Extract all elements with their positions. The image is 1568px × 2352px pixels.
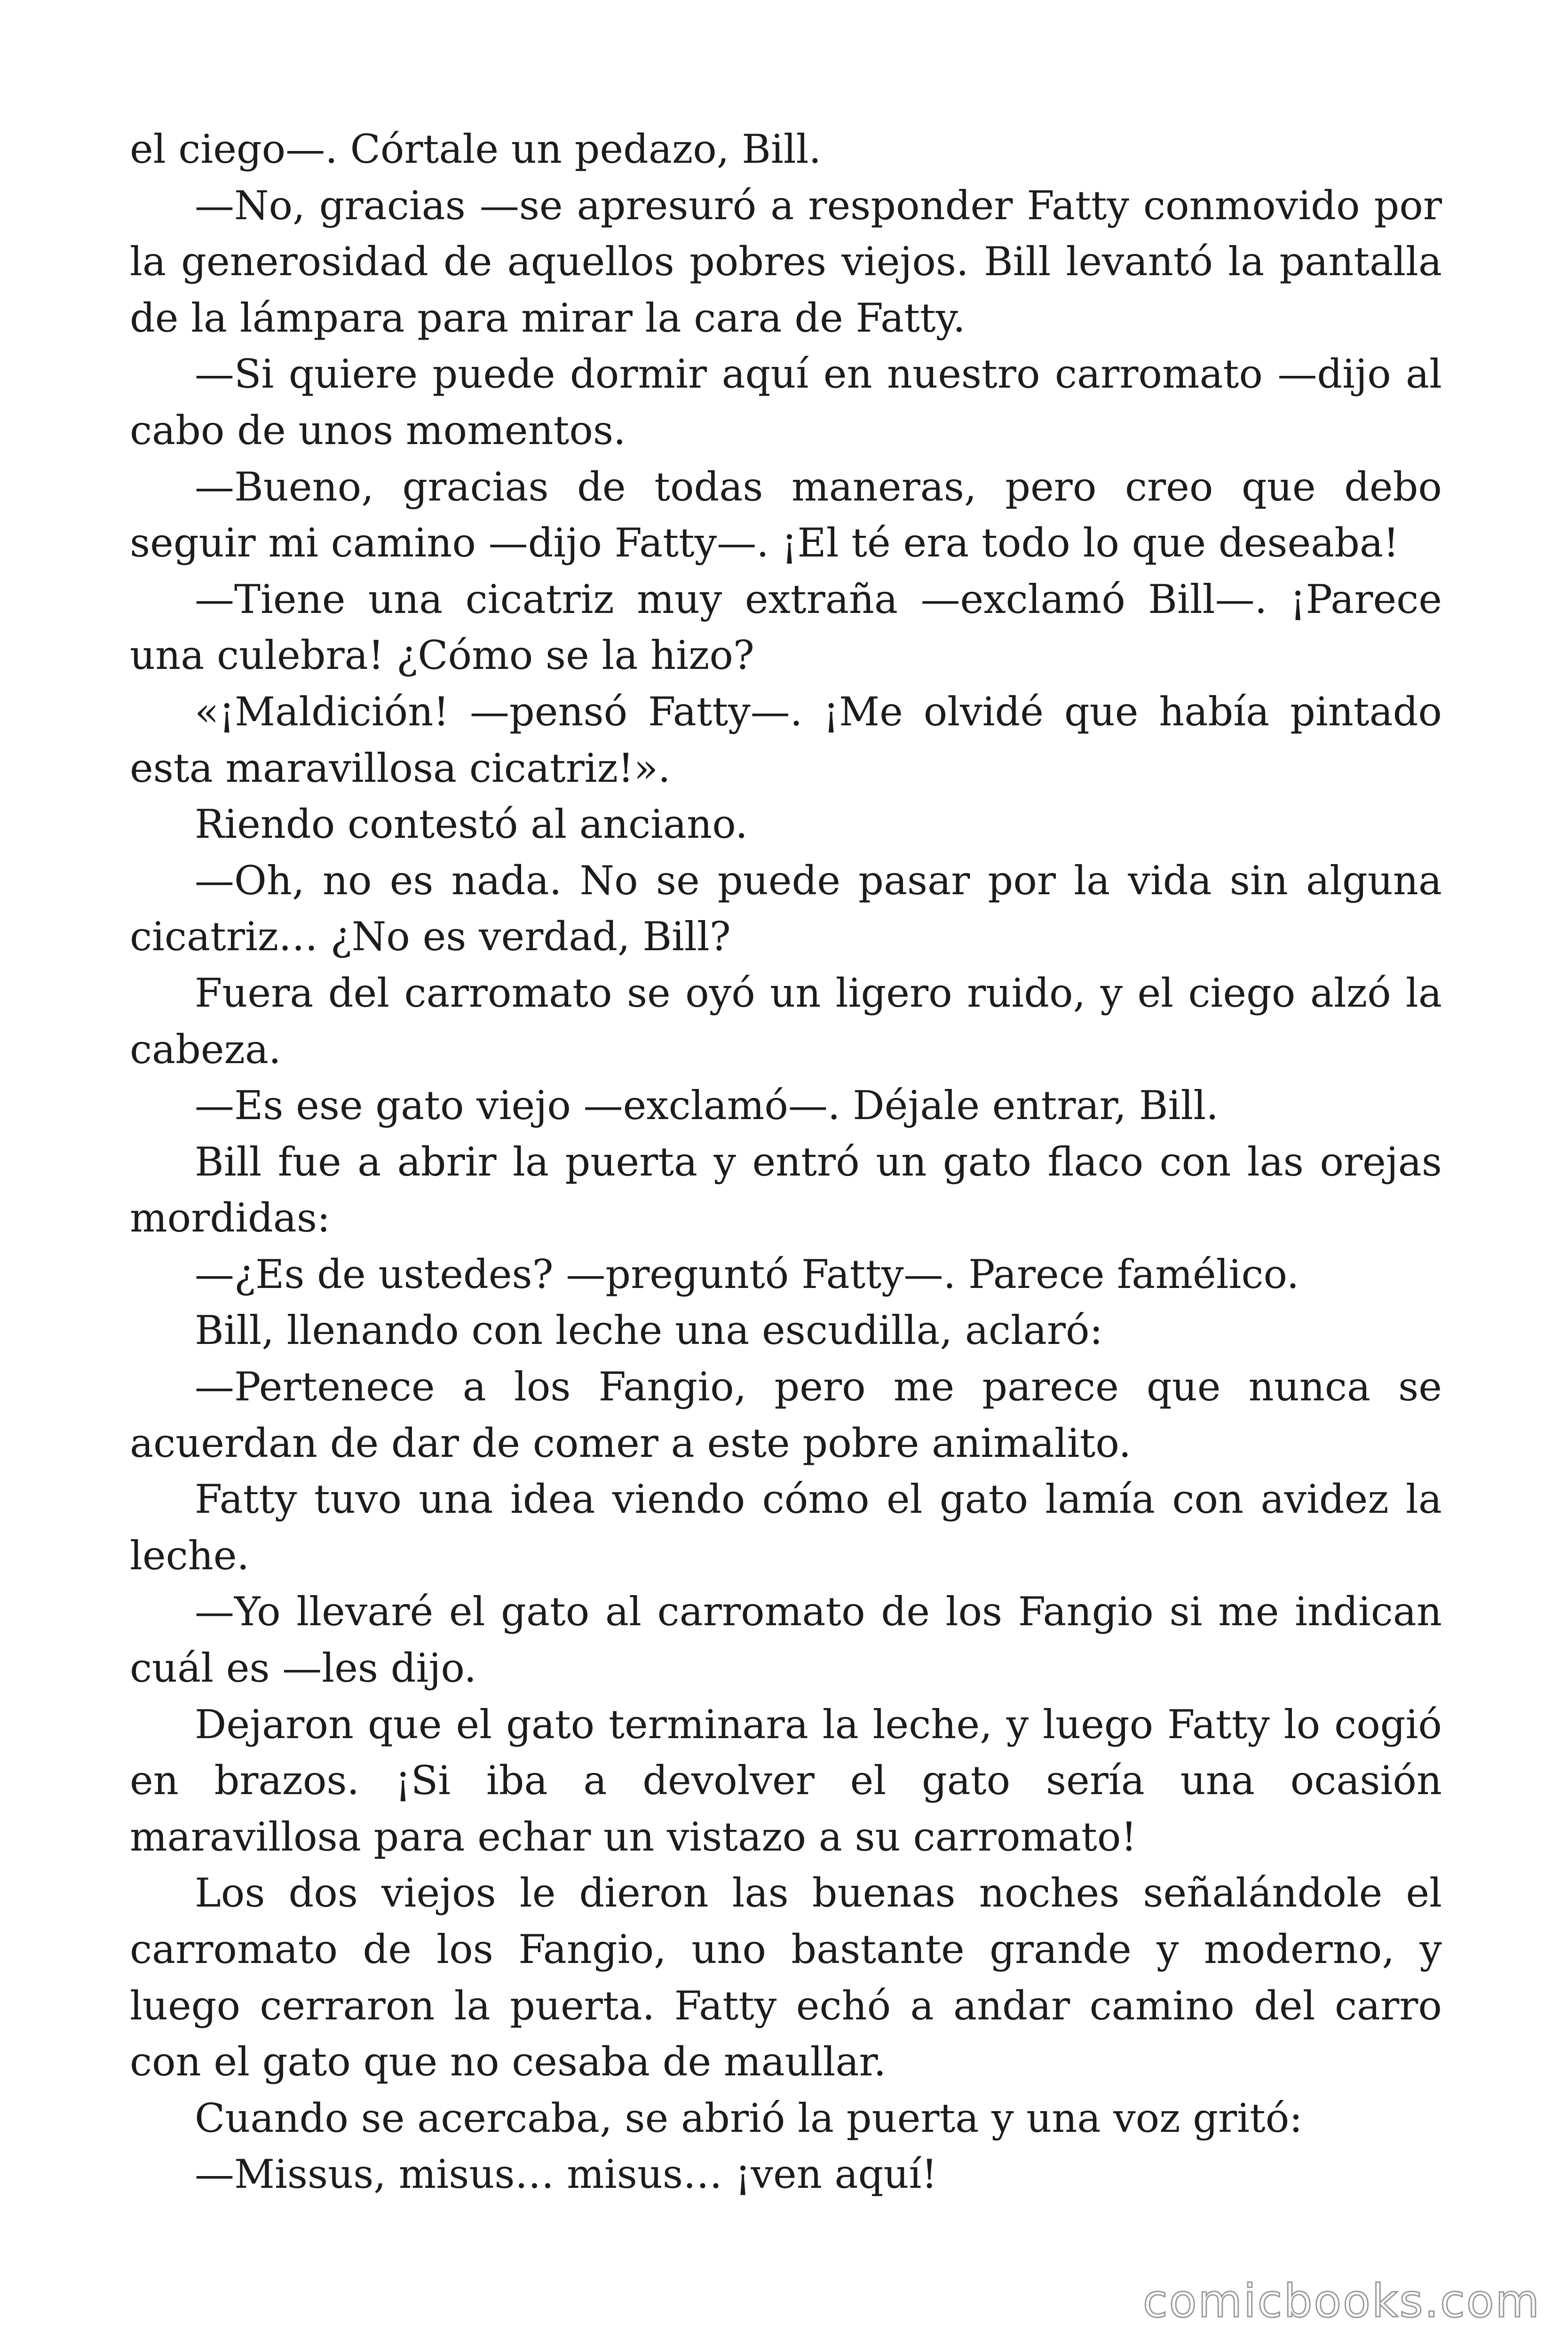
paragraph-3: —Si quiere puede dormir aquí en nuestro carromato —dijo al cabo de unos momentos. <box>130 351 1442 453</box>
paragraph-10: —Es ese gato viejo —exclamó—. Déjale entrar, Bill. <box>195 1082 1219 1129</box>
paragraph-7: Riendo contestó al anciano. <box>195 801 748 848</box>
body-text <box>130 121 1442 2203</box>
paragraph-17: Dejaron que el gato terminara la leche, y luego Fatty lo cogió en brazos. ¡Si iba a devolver el gato sería una ocasión maravillosa para echar un vistazo a su carromato! <box>130 1701 1442 1860</box>
paragraph-6: «¡Maldición! —pensó Fatty—. ¡Me olvidé que había pintado esta maravillosa cicatriz!». <box>130 688 1442 791</box>
paragraph-14: —Pertenece a los Fangio, pero me parece que nunca se acuerdan de dar de comer a este pobre animalito. <box>130 1364 1442 1466</box>
paragraph-1: el ciego—. Córtale un pedazo, Bill. <box>130 126 822 172</box>
paragraph-13: Bill, llenando con leche una escudilla, aclaró: <box>195 1307 1103 1354</box>
watermark: comicbooks.com <box>1142 2275 1541 2328</box>
paragraph-15: Fatty tuvo una idea viendo cómo el gato lamía con avidez la leche. <box>130 1476 1442 1579</box>
paragraph-4: —Bueno, gracias de todas maneras, pero creo que debo seguir mi camino —dijo Fatty—. ¡El té era todo lo que deseaba! <box>130 463 1442 566</box>
paragraph-8: —Oh, no es nada. No se puede pasar por la vida sin alguna cicatriz… ¿No es verdad, Bill? <box>130 857 1442 960</box>
paragraph-11: Bill fue a abrir la puerta y entró un gato flaco con las orejas mordidas: <box>130 1138 1442 1241</box>
paragraph-20: —Missus, misus… misus… ¡ven aquí! <box>195 2151 938 2198</box>
paragraph-9: Fuera del carromato se oyó un ligero ruido, y el ciego alzó la cabeza. <box>130 969 1442 1073</box>
paragraph-12: —¿Es de ustedes? —preguntó Fatty—. Parece famélico. <box>195 1251 1299 1297</box>
paragraph-2: —No, gracias —se apresuró a responder Fatty conmovido por la generosidad de aquellos pobres viejos. Bill levantó la pantalla de la lámpara para mirar la cara de Fatty. <box>130 182 1442 341</box>
paragraph-16: —Yo llevaré el gato al carromato de los Fangio si me indican cuál es —les dijo. <box>130 1589 1442 1692</box>
paragraph-5: —Tiene una cicatriz muy extraña —exclamó Bill—. ¡Parece una culebra! ¿Cómo se la hizo? <box>130 576 1442 679</box>
paragraph-18: Los dos viejos le dieron las buenas noches señalándole el carromato de los Fangio, uno bastante grande y moderno, y luego cerraron la puerta. Fatty echó a andar camino del carro con el gato que no cesaba de maullar. <box>130 1870 1442 2085</box>
paragraph-19: Cuando se acercaba, se abrió la puerta y una voz gritó: <box>195 2095 1303 2141</box>
